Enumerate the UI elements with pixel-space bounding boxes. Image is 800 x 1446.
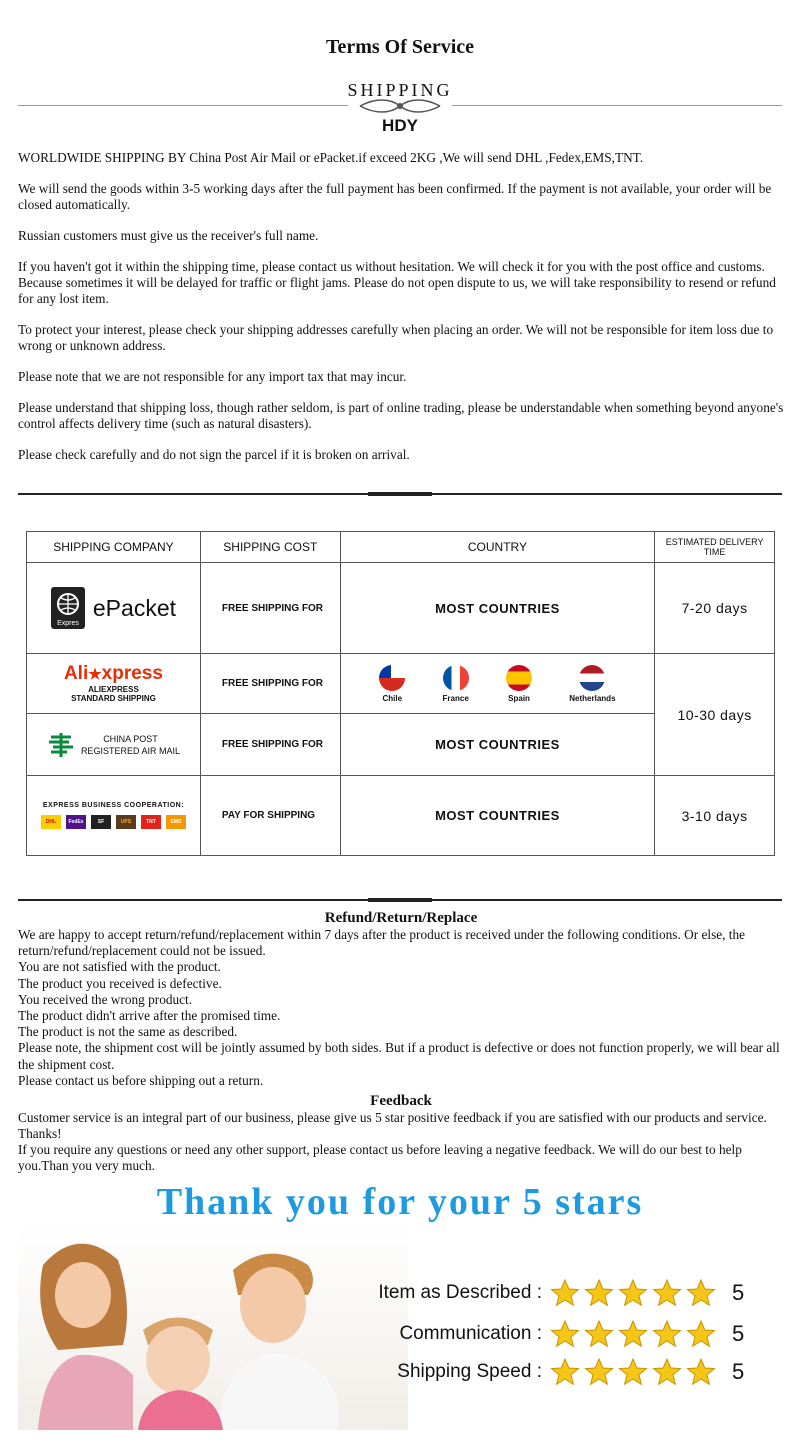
star-rating bbox=[550, 1357, 716, 1387]
ems-logo-icon: EMS bbox=[166, 815, 186, 829]
heading-rule-right bbox=[452, 105, 782, 106]
shipping-paragraph: If you haven't got it within the shipping time, please contact us without hesitation. We will check it for you with the post office and customs. Because sometimes it will be delayed for traffic or flight jams. Please do not open dispute to us, we will take responsibility to resend or refund for any lost item. bbox=[18, 259, 776, 306]
refund-line: The product didn't arrive after the promised time. bbox=[18, 1008, 281, 1024]
star-icon bbox=[652, 1278, 682, 1308]
shipping-paragraph: WORLDWIDE SHIPPING BY China Post Air Mail or ePacket.if exceed 2KG ,We will send DHL ,Fedex,EMS,TNT. bbox=[18, 150, 644, 165]
shipping-paragraph: Please note that we are not responsible for any import tax that may incur. bbox=[18, 369, 407, 384]
company-line: REGISTERED AIR MAIL bbox=[80, 745, 180, 756]
star-icon bbox=[686, 1357, 716, 1387]
sf-logo-icon: SF bbox=[91, 815, 111, 829]
section-divider-mark bbox=[368, 492, 432, 496]
page-title: Terms Of Service bbox=[325, 36, 475, 58]
refund-line: You received the wrong product. bbox=[18, 991, 193, 1007]
china-post-cell bbox=[27, 714, 201, 776]
star-icon bbox=[584, 1278, 614, 1308]
star-rating bbox=[550, 1278, 716, 1308]
country: MOST COUNTRIES bbox=[340, 714, 655, 776]
rating-row-communication bbox=[360, 1317, 780, 1351]
country: MOST COUNTRIES bbox=[340, 563, 655, 654]
refund-line: The product you received is defective. bbox=[18, 975, 222, 991]
feedback-line: Customer service is an integral part of our business, please give us 5 star positive feedback if you are satisfied with our products and service. Thanks! bbox=[18, 1110, 767, 1141]
rating-score: 5 bbox=[732, 1359, 745, 1384]
epacket-cell bbox=[27, 563, 201, 654]
fedex-logo-icon: FedEx bbox=[66, 815, 86, 829]
rating-label: Shipping Speed : bbox=[397, 1361, 542, 1382]
tnt-logo-icon: TNT bbox=[141, 815, 161, 829]
shipping-table bbox=[26, 531, 775, 856]
shipping-paragraph: We will send the goods within 3-5 working days after the full payment has been confirmed. If the payment is not available, your order will be closed automatically. bbox=[18, 181, 772, 212]
feedback-section bbox=[18, 1093, 784, 1174]
flag-spain bbox=[506, 665, 532, 703]
refund-line: We are happy to accept return/refund/replacement within 7 days after the product is received under the following conditions. Or else, the return/refund/replacement could not be issued. bbox=[18, 927, 746, 959]
shipping-cost: FREE SHIPPING FOR bbox=[200, 563, 340, 654]
aliexpress-logo-part: xpress bbox=[101, 663, 163, 684]
aliexpress-cell bbox=[27, 654, 201, 714]
shipping-paragraph: Please check carefully and do not sign the parcel if it is broken on arrival. bbox=[18, 447, 410, 462]
country-flags bbox=[340, 654, 655, 714]
table-header-row bbox=[27, 532, 775, 563]
aliexpress-logo: Ali★xpress bbox=[63, 663, 163, 684]
feedback-title: Feedback bbox=[370, 1093, 432, 1109]
column-header: SHIPPING COMPANY bbox=[27, 532, 201, 563]
shipping-cost: PAY FOR SHIPPING bbox=[200, 776, 340, 856]
refund-line: The product is not the same as described. bbox=[18, 1024, 238, 1040]
children-photo bbox=[18, 1225, 408, 1430]
ups-logo-icon: UPS bbox=[116, 815, 136, 829]
shipping-cost: FREE SHIPPING FOR bbox=[200, 654, 340, 714]
rating-score: 5 bbox=[732, 1280, 745, 1305]
flag-label: France bbox=[442, 693, 469, 703]
star-icon bbox=[618, 1278, 648, 1308]
section-divider-mark bbox=[368, 898, 432, 902]
dhl-logo-icon: DHL bbox=[41, 815, 61, 829]
column-header: COUNTRY bbox=[340, 532, 655, 563]
company-line: CHINA POST bbox=[103, 733, 158, 744]
star-icon bbox=[686, 1319, 716, 1349]
company-name: EXPRESS BUSINESS COOPERATION: bbox=[42, 802, 185, 809]
epacket-badge-text: Expres bbox=[56, 620, 79, 627]
refund-title: Refund/Return/Replace bbox=[324, 910, 478, 926]
delivery-time: 10-30 days bbox=[655, 654, 775, 776]
flag-chile bbox=[379, 665, 405, 703]
rating-row-item-described bbox=[360, 1276, 780, 1310]
epacket-logo-icon bbox=[51, 587, 85, 629]
star-rating bbox=[550, 1319, 716, 1349]
express-carrier-logos bbox=[27, 815, 200, 829]
brand-name: HDY bbox=[382, 116, 418, 135]
star-icon bbox=[550, 1278, 580, 1308]
rating-label: Communication : bbox=[399, 1323, 542, 1344]
star-icon bbox=[584, 1357, 614, 1387]
flag-label: Chile bbox=[382, 693, 403, 703]
refund-line: You are not satisfied with the product. bbox=[18, 959, 221, 975]
flag-label: Spain bbox=[508, 693, 530, 703]
shipping-section-heading: SHIPPING bbox=[347, 80, 453, 100]
flag-netherlands bbox=[569, 665, 615, 703]
rating-row-shipping-speed bbox=[360, 1355, 780, 1389]
country: MOST COUNTRIES bbox=[340, 776, 655, 856]
shipping-paragraph: To protect your interest, please check your shipping addresses carefully when placing an order. We will not be responsible for item loss due to wrong or unknown address. bbox=[18, 322, 774, 353]
shipping-paragraph: Please understand that shipping loss, though rather seldom, is part of online trading, please be understandable when something beyond anyone's control affects delivery time (such as natural disasters). bbox=[18, 400, 784, 431]
express-cell bbox=[27, 776, 201, 856]
table-row bbox=[27, 654, 775, 714]
shipping-cost: FREE SHIPPING FOR bbox=[200, 714, 340, 776]
star-icon bbox=[550, 1319, 580, 1349]
china-post-logo-icon bbox=[47, 731, 75, 759]
ornament-icon bbox=[350, 98, 450, 114]
company-line: STANDARD SHIPPING bbox=[71, 694, 156, 703]
aliexpress-logo-part: Ali bbox=[63, 663, 89, 684]
star-icon bbox=[550, 1357, 580, 1387]
company-name: ePacket bbox=[92, 594, 176, 621]
star-icon bbox=[584, 1319, 614, 1349]
column-header: SHIPPING COST bbox=[200, 532, 340, 563]
company-line: ALIEXPRESS bbox=[88, 685, 139, 694]
delivery-time: 3-10 days bbox=[655, 776, 775, 856]
star-icon bbox=[618, 1319, 648, 1349]
table-row bbox=[27, 776, 775, 856]
flag-france bbox=[443, 665, 469, 703]
star-icon bbox=[686, 1278, 716, 1308]
star-icon bbox=[652, 1357, 682, 1387]
flag-label: Netherlands bbox=[569, 693, 616, 703]
feedback-line: If you require any questions or need any other support, please contact us before leaving a negative feedback. We will do our best to help you.Than you very much. bbox=[18, 1142, 742, 1173]
rating-score: 5 bbox=[732, 1321, 745, 1346]
shipping-paragraph: Russian customers must give us the receiver's full name. bbox=[18, 228, 319, 243]
rating-label: Item as Described : bbox=[378, 1282, 542, 1303]
column-header: ESTIMATED DELIVERY TIME bbox=[655, 532, 775, 563]
star-icon bbox=[652, 1319, 682, 1349]
table-row bbox=[27, 563, 775, 654]
star-icon bbox=[618, 1357, 648, 1387]
shipping-policy-text bbox=[18, 150, 784, 478]
heading-rule-left bbox=[18, 105, 348, 106]
thank-you-headline: Thank you for your 5 stars bbox=[156, 1181, 644, 1223]
delivery-time: 7-20 days bbox=[655, 563, 775, 654]
refund-section bbox=[18, 910, 784, 1089]
refund-line: Please contact us before shipping out a return. bbox=[18, 1072, 264, 1088]
refund-line: Please note, the shipment cost will be jointly assumed by both sides. But if a product is defective or does not function properly, we will bear all the shipment cost. bbox=[18, 1040, 780, 1072]
